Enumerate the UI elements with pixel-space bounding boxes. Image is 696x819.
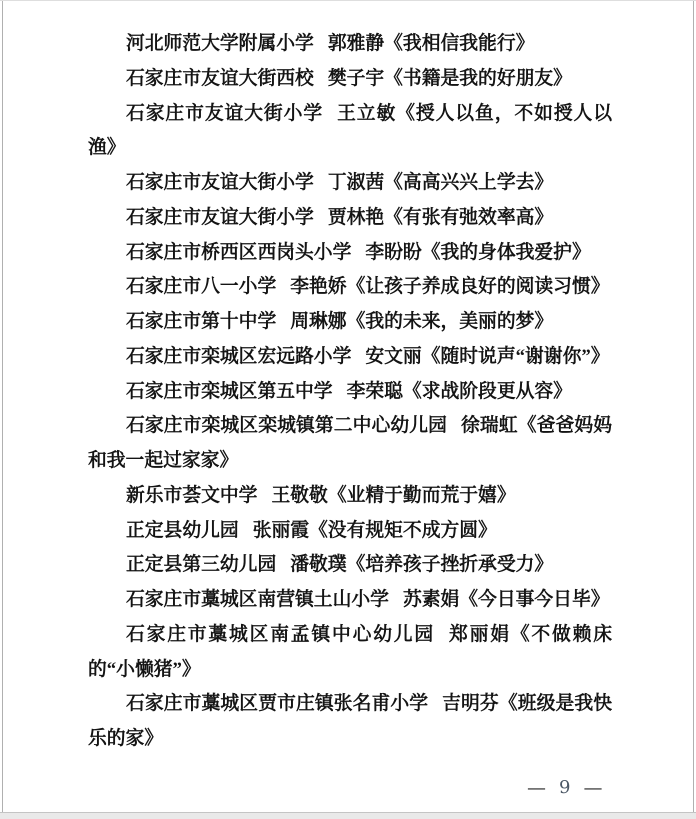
school-name: 石家庄市第十中学 [126, 311, 277, 332]
talk-title: 《随时说声“谢谢你”》 [421, 345, 610, 367]
school-name: 石家庄市友谊大街小学 [126, 172, 314, 193]
teacher-name: 李荣聪 [346, 380, 403, 402]
entry [88, 514, 612, 549]
school-name: 石家庄市友谊大街西校 [126, 67, 314, 89]
teacher-name: 贾林艳 [327, 206, 385, 228]
footer-dash-left: — [528, 778, 545, 797]
talk-title: 《爸爸妈妈和我一起过家家》 [88, 415, 613, 471]
teacher-name: 潘敬璞 [290, 554, 347, 576]
school-name: 石家庄市藁城区贾市庄镇张名甫小学 [126, 693, 429, 715]
teacher-name: 郑丽娟 [449, 623, 511, 645]
school-name: 新乐市荟文中学 [126, 484, 258, 506]
school-name: 石家庄市栾城区宏远路小学 [126, 345, 352, 367]
school-name: 河北师范大学附属小学 [126, 33, 314, 54]
talk-title: 《业精于勤而荒于嬉》 [327, 484, 516, 506]
entry [88, 409, 612, 479]
page-edge-left [2, 0, 3, 812]
entry [88, 305, 612, 340]
teacher-name: 王立敏 [337, 102, 397, 124]
teacher-name: 丁淑茜 [327, 172, 385, 193]
teacher-name: 周琳娜 [290, 311, 347, 332]
page-edge-right [693, 0, 694, 812]
entry [88, 583, 612, 618]
entry [88, 97, 612, 167]
entry [88, 375, 612, 410]
school-name: 石家庄市藁城区南营镇土山小学 [126, 589, 389, 610]
talk-title: 《今日事今日毕》 [459, 589, 610, 610]
entry [88, 27, 612, 62]
school-name: 石家庄市八一小学 [126, 276, 277, 298]
teacher-name: 李艳娇 [290, 276, 347, 298]
teacher-name: 郭雅静 [327, 33, 385, 54]
talk-title: 《培养孩子挫折承受力》 [346, 554, 554, 576]
teacher-name: 李盼盼 [365, 241, 422, 263]
school-name: 正定县第三幼儿园 [126, 554, 277, 576]
entry [88, 548, 612, 583]
entry [88, 236, 612, 271]
school-name: 石家庄市友谊大街小学 [126, 206, 314, 228]
entry-list [88, 27, 612, 757]
entry [88, 479, 612, 514]
entry [88, 62, 612, 97]
teacher-name: 王敬敬 [271, 484, 328, 506]
teacher-name: 樊子宇 [327, 67, 385, 89]
talk-title: 《求战阶段更从容》 [402, 380, 572, 402]
teacher-name: 安文丽 [365, 345, 422, 367]
talk-title: 《授人以鱼，不如授人以渔》 [88, 102, 613, 159]
school-name: 石家庄市藁城区南孟镇中心幼儿园 [126, 623, 436, 645]
entry [88, 270, 612, 305]
talk-title: 《让孩子养成良好的阅读习惯》 [346, 276, 610, 298]
teacher-name: 苏素娟 [402, 589, 460, 610]
talk-title: 《高高兴兴上学去》 [384, 172, 554, 193]
footer-dash-right: — [584, 778, 602, 797]
talk-title: 《班级是我快乐的家》 [88, 693, 613, 749]
teacher-name: 徐瑞虹 [461, 415, 518, 437]
talk-title: 《我的未来，美丽的梦》 [346, 311, 554, 332]
entry [88, 201, 612, 236]
talk-title: 《书籍是我的好朋友》 [384, 67, 572, 89]
school-name: 正定县幼儿园 [126, 519, 239, 541]
school-name: 石家庄市栾城区第五中学 [126, 380, 333, 402]
teacher-name: 张丽霞 [252, 519, 310, 541]
talk-title: 《不做赖床的“小懒猪”》 [88, 623, 613, 680]
entry [88, 340, 612, 375]
school-name: 石家庄市桥西区西岗头小学 [126, 241, 352, 263]
talk-title: 《有张有弛效率高》 [384, 206, 554, 228]
page-footer [528, 777, 601, 798]
entry [88, 618, 612, 688]
page-bottom-gap [0, 812, 696, 819]
teacher-name: 吉明芬 [442, 693, 499, 715]
talk-title: 《我的身体我爱护》 [421, 241, 591, 263]
page-number: 9 [559, 777, 571, 798]
entry [88, 166, 612, 201]
entry [88, 687, 612, 757]
school-name: 石家庄市友谊大街小学 [126, 102, 324, 124]
school-name: 石家庄市栾城区栾城镇第二中心幼儿园 [126, 415, 448, 437]
talk-title: 《没有规矩不成方圆》 [309, 519, 497, 541]
page-edge-top [0, 0, 696, 1]
talk-title: 《我相信我能行》 [384, 33, 535, 54]
